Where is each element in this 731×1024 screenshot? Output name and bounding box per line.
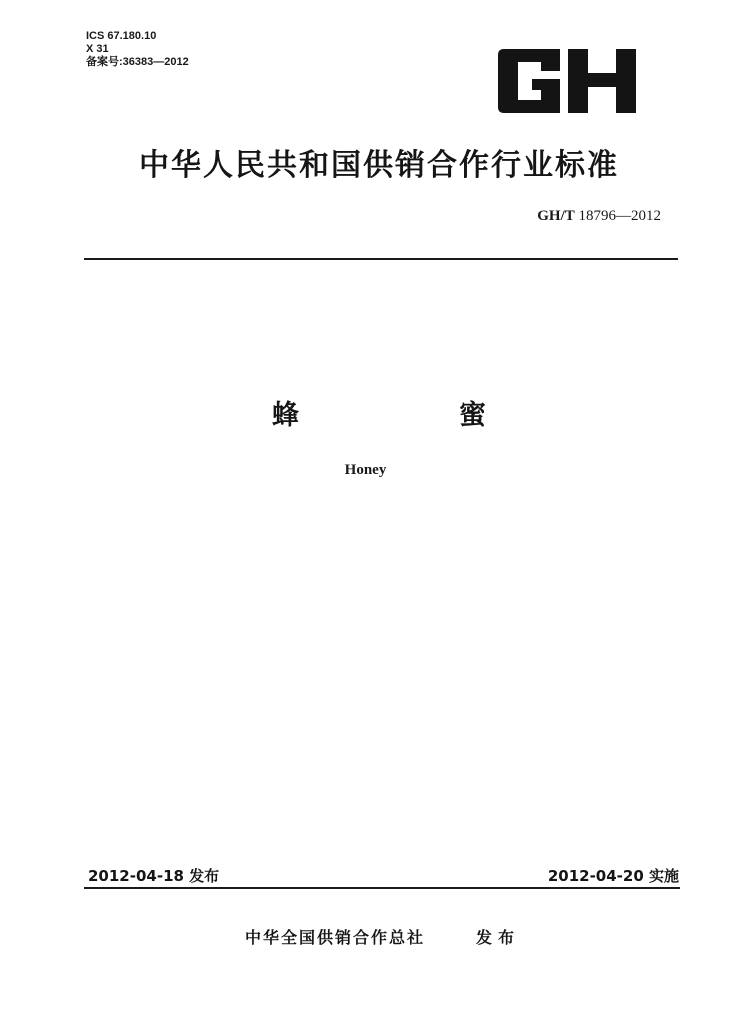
- metadata-block: [86, 30, 189, 69]
- gh-logo-text: GH: [496, 45, 498, 46]
- document-title: [272, 393, 486, 432]
- document-title-char-1: 蜂: [272, 400, 299, 431]
- standard-code-prefix: GH/T: [537, 208, 575, 224]
- issue-date: 2012-04-18 发布: [88, 867, 220, 885]
- filing-number: 备案号:36383—2012: [86, 56, 189, 68]
- gh-logo: [496, 45, 638, 117]
- ics-code: ICS 67.180.10: [86, 30, 157, 42]
- document-subtitle: Honey: [344, 462, 387, 478]
- document-title-char-2: 蜜: [459, 400, 486, 431]
- implementation-date: 2012-04-20 实施: [547, 867, 679, 885]
- publish-label: 发布: [476, 928, 521, 947]
- top-divider: [84, 258, 678, 260]
- standard-code: [537, 208, 661, 225]
- publisher-name: 中华全国供销合作总社: [245, 928, 426, 947]
- standard-title: 中华人民共和国供销合作行业标准: [139, 148, 619, 183]
- standard-code-number: 18796—2012: [578, 208, 661, 224]
- classification-code: X 31: [86, 43, 109, 55]
- bottom-divider: [84, 887, 680, 889]
